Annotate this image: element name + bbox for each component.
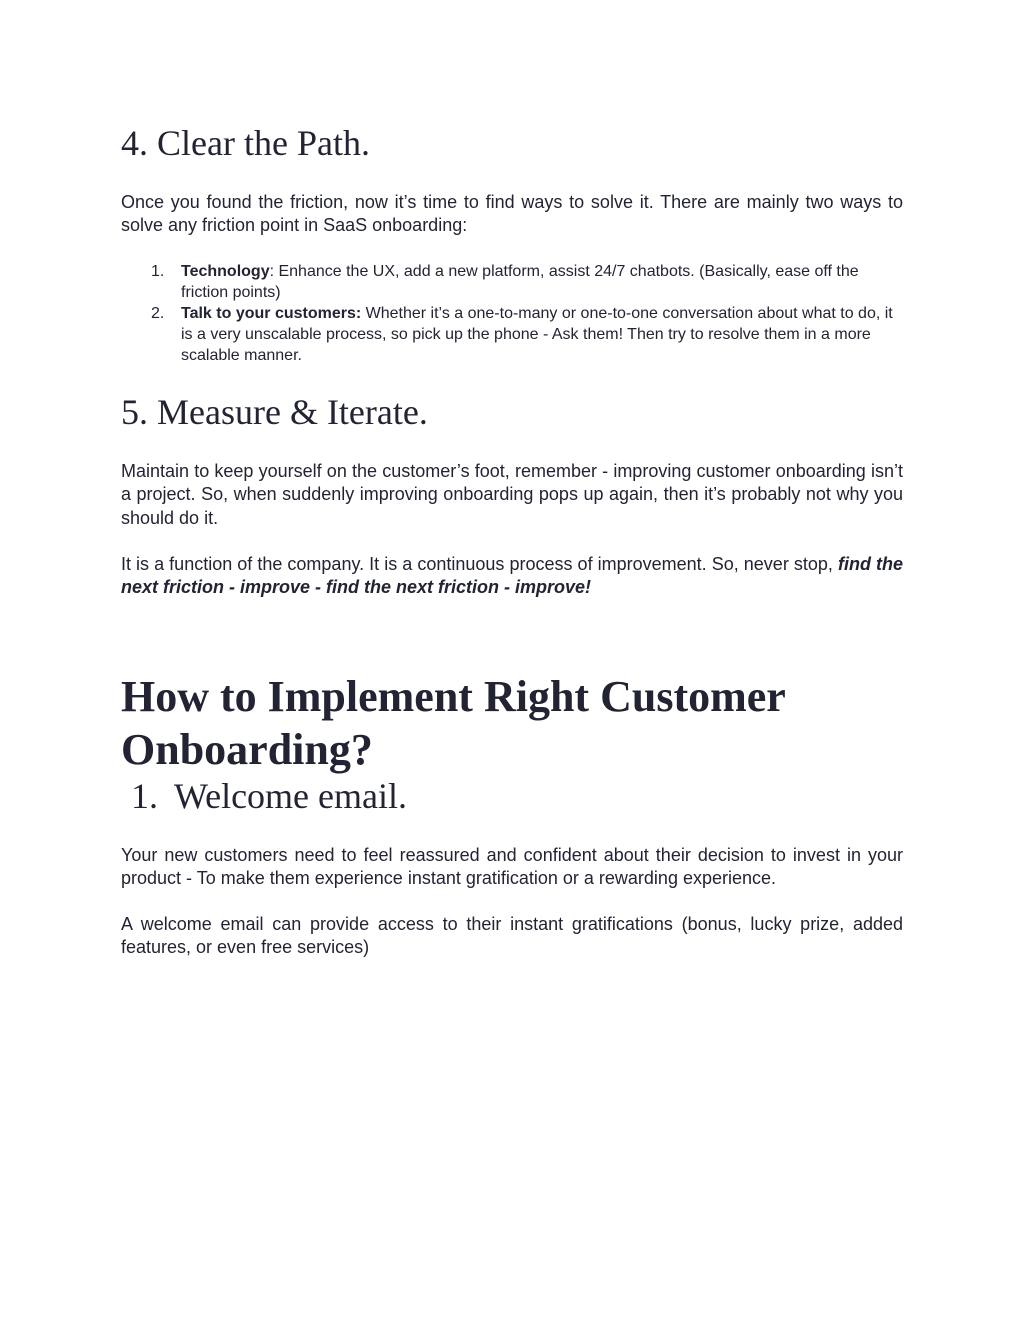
list-item-number: 1. bbox=[151, 263, 165, 280]
clear-path-intro: Once you found the friction, now it’s time to find ways to solve it. There are mainly two ways to solve any friction point in SaaS onboarding: bbox=[121, 192, 903, 236]
list-item bbox=[151, 261, 896, 303]
list-item-text: Whether it’s a one-to-many or one-to-one conversation about what to do, it is a very unscalable process, so pick up the phone - Ask them! Then try to resolve them in a more scalable manner. bbox=[181, 305, 893, 364]
friction-solutions-list bbox=[151, 261, 896, 366]
welcome-email-paragraph-1: Your new customers need to feel reassured and confident about their decision to invest in your product - To make them experience instant gratification or a rewarding experience. bbox=[121, 845, 903, 889]
subheading-welcome-email bbox=[131, 776, 407, 816]
welcome-email-paragraph-2: A welcome email can provide access to their instant gratifications (bonus, lucky prize, added features, or even free services) bbox=[121, 914, 903, 958]
measure-paragraph-2-lead: It is a function of the company. It is a continuous process of improvement. So, never stop, bbox=[121, 554, 838, 574]
measure-paragraph-2-emphasis: find the next friction - improve - find the next friction - improve! bbox=[121, 554, 903, 598]
list-item-bold-label: Technology bbox=[181, 263, 270, 280]
heading-measure-iterate: 5. Measure & Iterate. bbox=[121, 392, 428, 432]
subheading-text: Welcome email. bbox=[174, 776, 407, 816]
heading-clear-the-path: 4. Clear the Path. bbox=[121, 123, 370, 163]
measure-paragraph-2 bbox=[121, 553, 903, 600]
list-item-number: 2. bbox=[151, 305, 165, 322]
measure-paragraph-1: Maintain to keep yourself on the customer’s foot, remember - improving customer onboarding isn’t a project. So, when suddenly improving onboarding pops up again, then it’s probably not why you should do it. bbox=[121, 461, 903, 528]
list-item-text: : Enhance the UX, add a new platform, assist 24/7 chatbots. (Basically, ease off the friction points) bbox=[181, 263, 859, 301]
heading-implement-onboarding: How to Implement Right Customer Onboarding? bbox=[121, 672, 786, 774]
list-item bbox=[151, 303, 896, 366]
list-item-bold-label: Talk to your customers: bbox=[181, 305, 362, 322]
subheading-number: 1. bbox=[131, 776, 158, 816]
